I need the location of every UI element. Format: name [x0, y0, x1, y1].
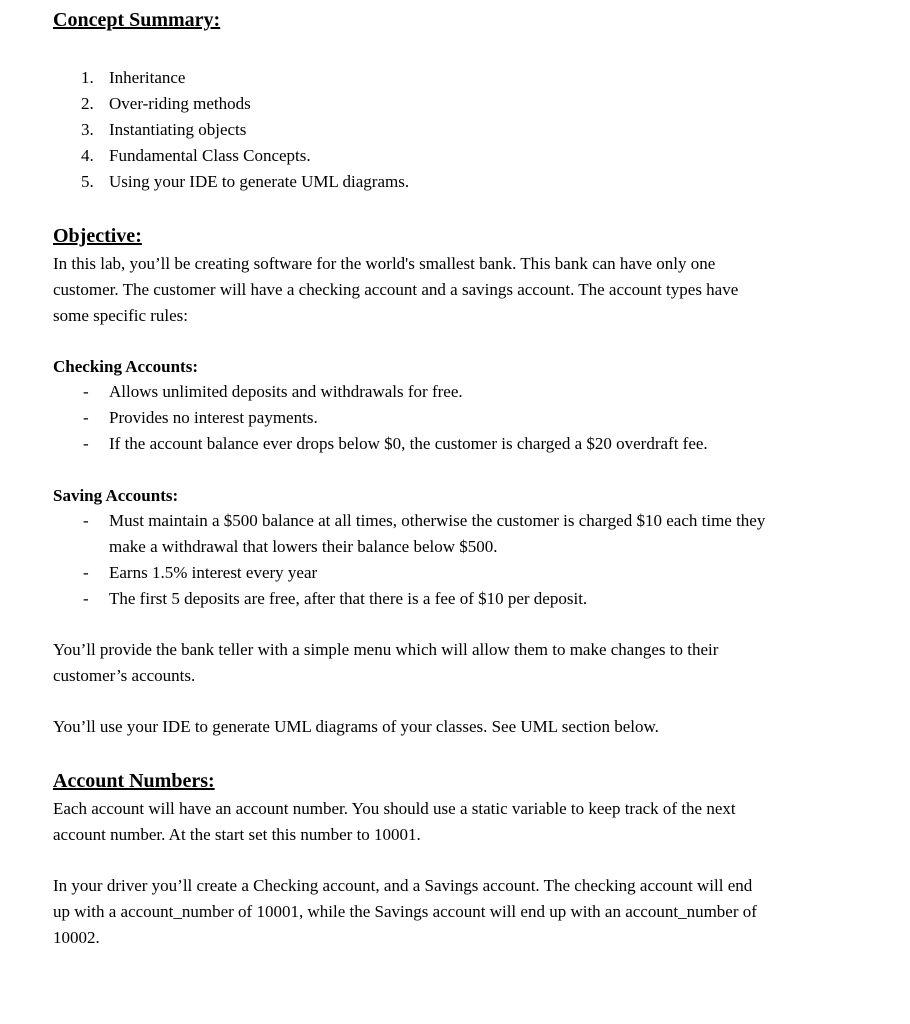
list-item: - Must maintain a $500 balance at all times, otherwise the customer is charged $10 each time they make a withdrawal that lowers their balance below $500. [83, 511, 766, 556]
checking-rules-list [53, 379, 853, 457]
saving-rules-list [53, 508, 853, 612]
list-item: 3. Instantiating objects [81, 120, 247, 139]
concept-list [53, 65, 409, 195]
list-item: - Earns 1.5% interest every year [83, 563, 318, 582]
list-item: - The first 5 deposits are free, after that there is a fee of $10 per deposit. [83, 589, 588, 608]
menu-paragraph: You’ll provide the bank teller with a simple menu which will allow them to make changes to their customer’s accounts. [53, 640, 719, 685]
uml-paragraph: You’ll use your IDE to generate UML diagrams of your classes. See UML section below. [53, 717, 659, 736]
objective-intro: In this lab, you’ll be creating software for the world's smallest bank. This bank can have only one customer. The customer will have a checking account and a savings account. The account types have some specific rules: [53, 254, 739, 325]
list-item: 4. Fundamental Class Concepts. [81, 146, 311, 165]
objective-heading: Objective: [53, 225, 142, 247]
list-item: 1. Inheritance [81, 68, 186, 87]
checking-accounts-heading: Checking Accounts: [53, 357, 198, 376]
list-item: - Provides no interest payments. [83, 408, 318, 427]
account-numbers-paragraph-2: In your driver you’ll create a Checking account, and a Savings account. The checking account will end up with a account_number of 10001, while the Savings account will end up with an account_number of 10002. [53, 876, 757, 947]
account-numbers-heading: Account Numbers: [53, 770, 215, 792]
list-item: 5. Using your IDE to generate UML diagrams. [81, 172, 410, 191]
list-item: 2. Over-riding methods [81, 94, 251, 113]
account-numbers-paragraph-1: Each account will have an account number. You should use a static variable to keep track of the next account number. At the start set this number to 10001. [53, 799, 736, 844]
saving-accounts-heading: Saving Accounts: [53, 486, 179, 505]
list-item: - If the account balance ever drops below $0, the customer is charged a $20 overdraft fee. [83, 434, 708, 453]
list-item: - Allows unlimited deposits and withdrawals for free. [83, 382, 463, 401]
concept-summary-heading: Concept Summary: [53, 9, 221, 31]
